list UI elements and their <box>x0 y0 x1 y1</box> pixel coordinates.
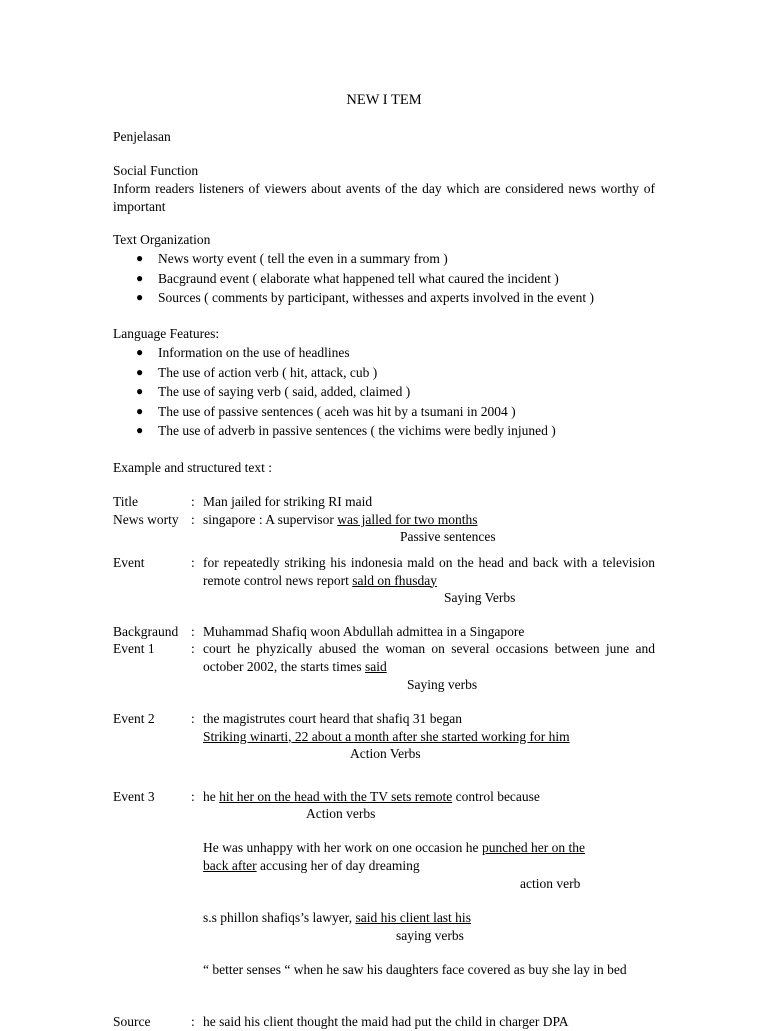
social-function-text: Inform readers listeners of viewers about avents of the day which are considered news worthy of important <box>113 181 655 214</box>
example-heading: Example and structured text : <box>113 460 272 475</box>
annotation-action-verbs-2: Action verbs <box>306 806 376 821</box>
row-colon: : <box>191 624 195 639</box>
row-colon: : <box>191 641 195 656</box>
underlined-phrase: hit her on the head with the TV sets remote <box>219 789 453 804</box>
list-item: ● Bacgraund event ( elaborate what happened tell what caured the incident ) <box>113 269 655 289</box>
example-paragraph-2: s.s phillon shafiqs’s lawyer, said his client last his <box>203 910 471 925</box>
list-item: ● Sources ( comments by participant, withesses and axperts involved in the event ) <box>113 288 655 308</box>
underlined-phrase: punched her on the <box>481 840 586 855</box>
penjelasan-label: Penjelasan <box>113 129 171 144</box>
row-text: Muhammad Shafiq woon Abdullah admittea in a Singapore <box>203 624 525 639</box>
row-colon: : <box>191 711 195 726</box>
row-label: News worty <box>113 512 179 527</box>
language-features-list <box>113 343 655 441</box>
annotation-saying-verbs-3: saying verbs <box>396 928 464 943</box>
row-text: for repeatedly striking his indonesia mald on the head and back with a television remote control news report sald on fhusday <box>203 555 655 588</box>
annotation-action-verbs: Action Verbs <box>350 746 421 761</box>
underlined-phrase: said his client last his <box>355 910 471 925</box>
list-item: ● The use of adverb in passive sentences ( the vichims were bedly injuned ) <box>113 421 655 441</box>
bullet-icon: ● <box>136 384 144 398</box>
annotation-saying-verbs: Saying Verbs <box>444 590 516 605</box>
row-label: Event <box>113 555 145 570</box>
row-colon: : <box>191 555 195 570</box>
page-title: NEW I TEM <box>346 92 422 108</box>
row-label: Backgraund <box>113 624 179 639</box>
list-item: ● The use of saying verb ( said, added, claimed ) <box>113 382 655 402</box>
bullet-icon: ● <box>136 251 144 265</box>
row-colon: : <box>191 494 195 509</box>
text-organization-heading: Text Organization <box>113 232 211 247</box>
underlined-phrase: sald on fhusday <box>352 572 437 588</box>
annotation-action-verb: action verb <box>520 876 581 891</box>
row-text: court he phyzically abused the woman on several occasions between june and october 2002, the starts times said <box>203 641 655 674</box>
bullet-icon: ● <box>136 345 144 359</box>
underlined-phrase: said <box>364 658 387 674</box>
underlined-phrase: back after <box>203 857 257 873</box>
bullet-icon: ● <box>136 290 144 304</box>
underlined-phrase: was jalled for two months <box>337 512 478 527</box>
annotation-passive: Passive sentences <box>400 529 496 544</box>
row-text: Man jailed for striking RI maid <box>203 494 373 509</box>
row-label: Title <box>113 494 139 509</box>
bullet-icon: ● <box>136 270 144 285</box>
row-label: Source <box>113 1014 151 1029</box>
list-item: ● The use of action verb ( hit, attack, cub ) <box>113 363 655 383</box>
row-colon: : <box>191 512 195 527</box>
row-text: the magistrutes court heard that shafiq 31 began Striking winarti, 22 about a month after she started working for him <box>203 711 570 744</box>
example-paragraph-3: “ better senses “ when he saw his daughters face covered as buy she lay in bed <box>203 962 627 977</box>
row-label: Event 1 <box>113 641 155 656</box>
row-text: singapore : A supervisor was jalled for two months <box>203 512 478 527</box>
row-label: Event 2 <box>113 711 155 726</box>
row-text: he said his client thought the maid had put the child in charger DPA <box>203 1014 569 1029</box>
list-item: ● Information on the use of headlines <box>113 343 655 363</box>
language-features-heading: Language Features: <box>113 326 220 341</box>
underlined-phrase: Striking winarti, 22 about a month after she started working for him <box>203 728 570 744</box>
annotation-saying-verbs-2: Saying verbs <box>407 677 478 692</box>
row-colon: : <box>191 789 195 804</box>
row-colon: : <box>191 1014 195 1029</box>
example-paragraph-1: He was unhappy with her work on one occasion he punched her on the back after accusing her of day dreaming <box>203 840 586 873</box>
list-item: ● The use of passive sentences ( aceh was hit by a tsumani in 2004 ) <box>113 402 655 422</box>
social-function-heading: Social Function <box>113 163 199 178</box>
list-item: ● News worty event ( tell the even in a summary from ) <box>113 249 655 269</box>
bullet-icon: ● <box>136 423 144 437</box>
bullet-icon: ● <box>136 403 144 418</box>
bullet-icon: ● <box>136 364 144 379</box>
row-text: he hit her on the head with the TV sets remote control because <box>203 789 540 804</box>
row-label: Event 3 <box>113 789 155 804</box>
text-organization-list <box>113 249 655 308</box>
